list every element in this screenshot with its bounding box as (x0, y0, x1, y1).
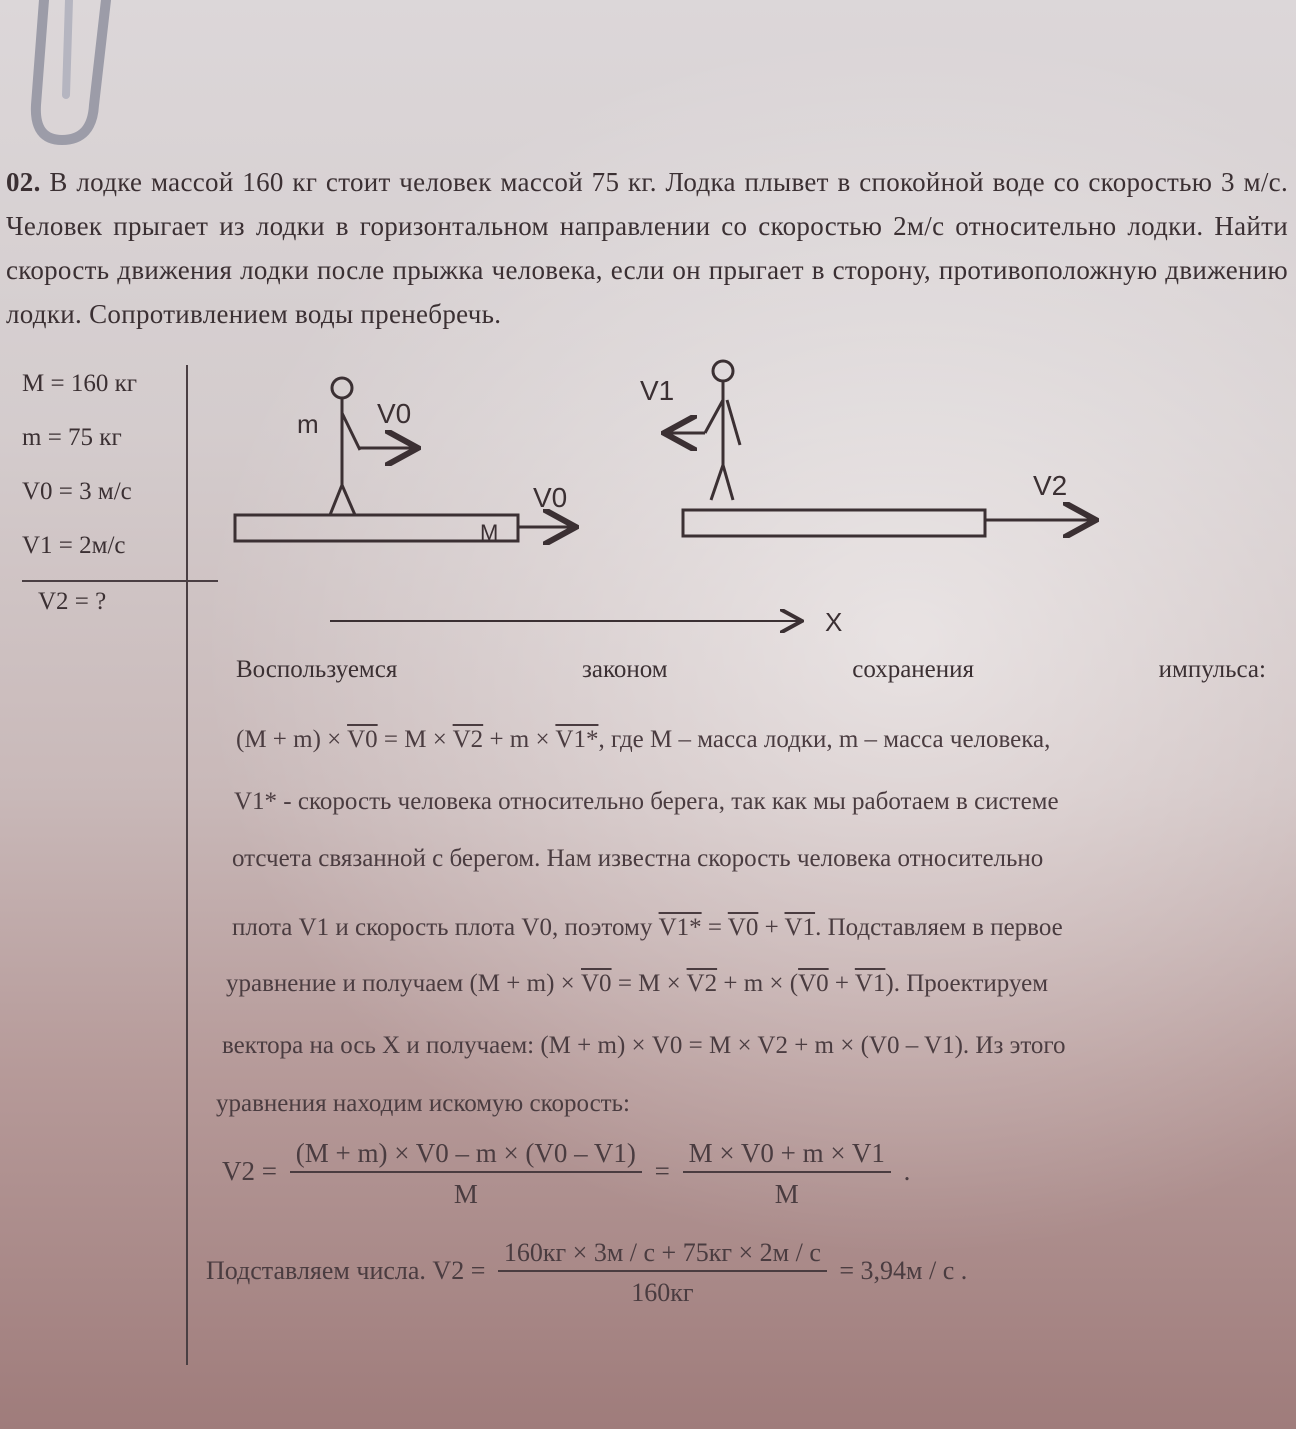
solution-line-1: (M + m) × V0 = M × V2 + m × V1*, где M – масса лодки, m – масса человека, (236, 726, 1051, 753)
problem-statement (6, 160, 1288, 336)
problem-text: В лодке массой 160 кг стоит человек массой 75 кг. Лодка плывет в спокойной воде со скоростью 3 м/с. Человек прыгает из лодки в горизонтальном направлении со скоростью 2м/с относительно лодки. Найти скорость движения лодки после прыжка человека, если он прыгает в сторону, противоположную движению лодки. Сопротивлением воды пренебречь. (6, 167, 1288, 329)
boat-after (683, 510, 985, 536)
formula-fraction-2: $\frac{M \times V0 + m \times V1}{M}$ (683, 1138, 891, 1210)
given-item: m = 75 кг (22, 424, 122, 451)
jump-velocity-label: V1 (640, 375, 675, 406)
solution-line-4: плота V1 и скорость плота V0, поэтому V1* = V0 + V1. Подставляем в первое (232, 914, 1063, 941)
solution-line-2: V1* - скорость человека относительно берега, так как мы работаем в системе (234, 788, 1059, 815)
boat-before (235, 515, 518, 541)
boat-label: M (480, 520, 499, 545)
given-item: V0 = 3 м/с (22, 478, 132, 505)
boat-velocity-label: V0 (533, 482, 568, 513)
solution-intro (236, 656, 1266, 684)
solution-line-5: уравнение и получаем (M + m) × V0 = M × V2 + m × (V0 + V1). Проектируем (226, 970, 1049, 997)
paperclip-icon (14, 0, 124, 150)
substitution-fraction: $\frac{160кг \times 3м / с + 75кг \times 2м / с}{160кг}$ (498, 1238, 827, 1308)
formula-fraction-1: $\frac{(M + m) \times V0 - m \times (V0 - V1)}{M}$ (290, 1138, 642, 1210)
given-divider-horizontal (22, 580, 218, 582)
x-axis-label: X (825, 607, 843, 637)
intro-word: Воспользуемся (236, 656, 398, 683)
boat-diagram (215, 355, 1115, 645)
person-after (705, 361, 740, 500)
solution-line-6: вектора на ось X и получаем: (M + m) × V0 = M × V2 + m × (V0 – V1). Из этого (222, 1032, 1066, 1059)
solution-line-3: отсчета связанной с берегом. Нам известна скорость человека относительно (232, 845, 1044, 872)
find-item: V2 = ? (38, 588, 107, 615)
person-before (330, 378, 360, 515)
solution-substitution: Подставляем числа. V2 = $\frac{160кг \times 3м / с + 75кг \times 2м / с}{160кг}$ = 3,94м / с . (206, 1238, 968, 1307)
solution-formula: V2 = $\frac{(M + m) \times V0 - m \times (V0 - V1)}{M}$ = $\frac{M \times V0 + m \times V1}{M}$ . (222, 1138, 911, 1209)
solution-line-7: уравнения находим искомую скорость: (216, 1090, 630, 1117)
intro-word: импульса: (1158, 656, 1266, 683)
problem-number: 02. (6, 167, 41, 197)
person-velocity-label: V0 (377, 398, 412, 429)
given-divider-vertical (186, 365, 188, 1365)
intro-word: законом (582, 656, 668, 683)
given-block (22, 362, 202, 615)
given-item: M = 160 кг (22, 370, 137, 397)
intro-word: сохранения (852, 656, 975, 683)
person-label: m (297, 409, 319, 439)
boat-after-velocity-label: V2 (1033, 470, 1068, 501)
given-item: V1 = 2м/с (22, 532, 126, 559)
